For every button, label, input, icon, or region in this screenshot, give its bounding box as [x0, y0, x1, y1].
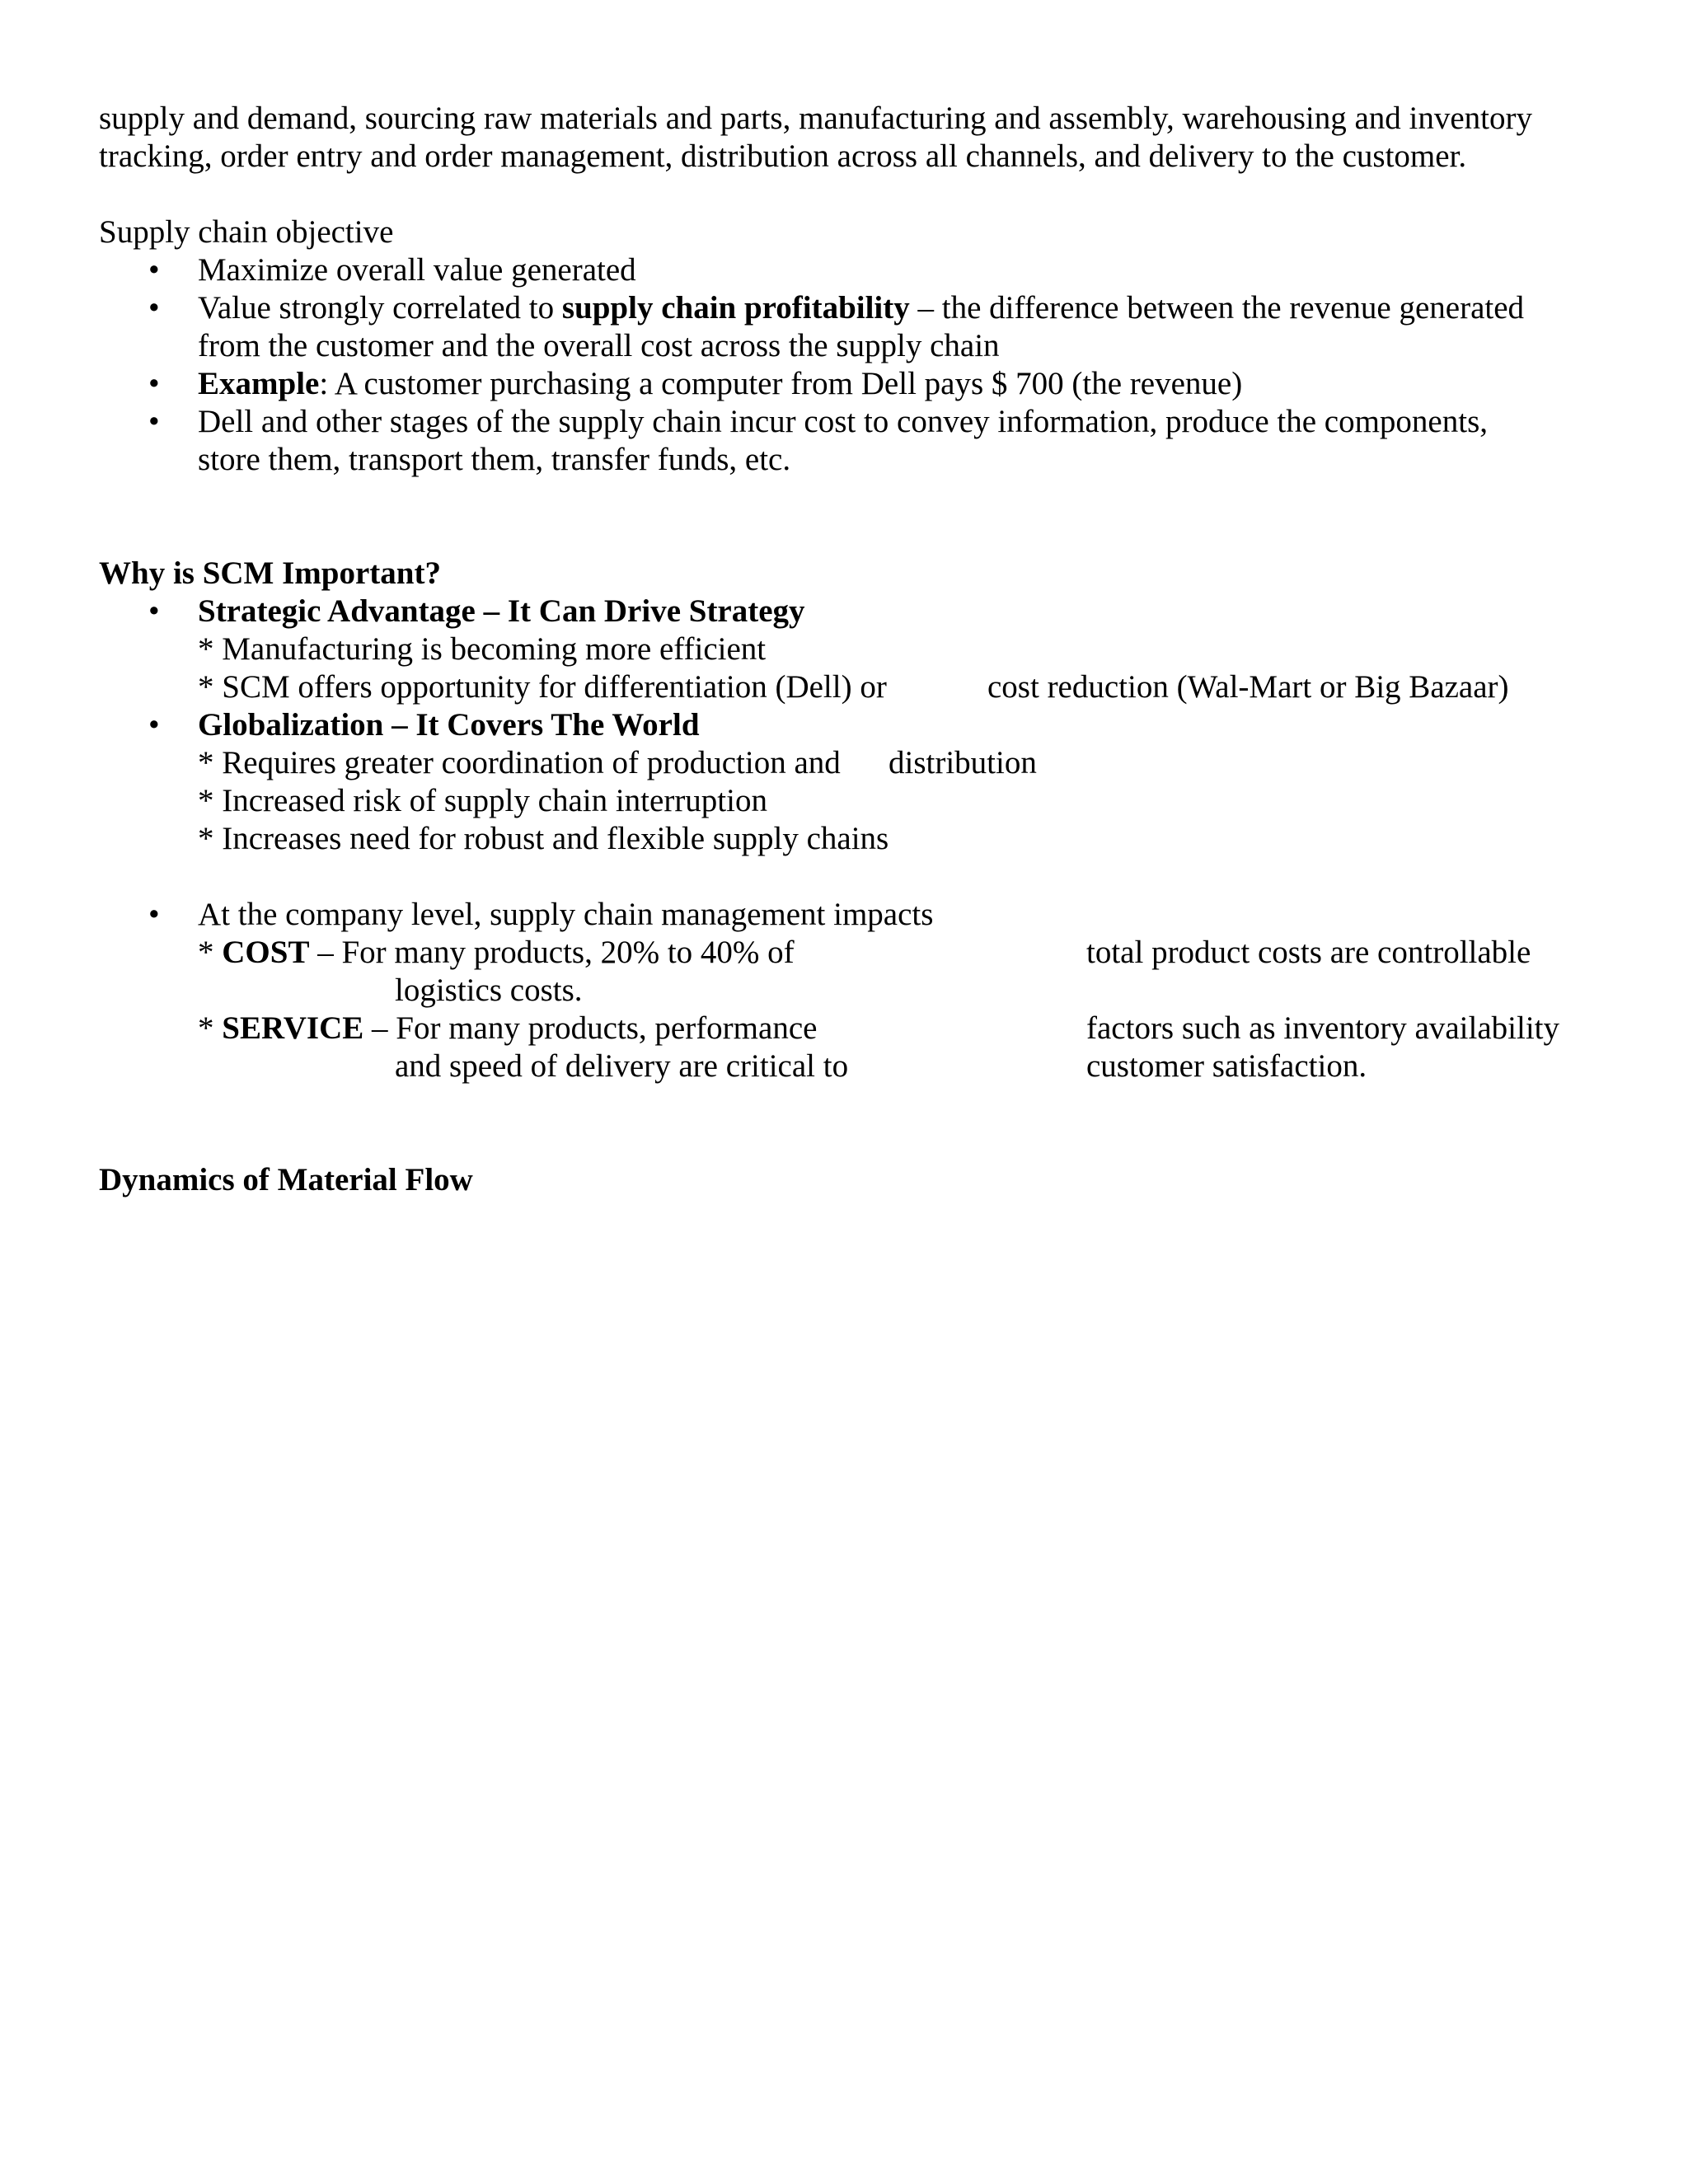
bullet-marker: •: [148, 290, 160, 326]
why-strategic-line-2b: cost reduction (Wal-Mart or Big Bazaar): [987, 669, 1509, 705]
objective-bullet-1: Maximize overall value generated: [198, 252, 636, 288]
objective-heading: Supply chain objective: [99, 214, 394, 250]
objective-bullet-4-line-2: store them, transport them, transfer funds, etc.: [198, 442, 791, 477]
why-service-text-b: factors such as inventory availability: [1086, 1010, 1559, 1046]
why-globalization-title: Globalization – It Covers The World: [198, 707, 700, 743]
why-service-text-c: and speed of delivery are critical to: [395, 1048, 849, 1084]
why-service-text-a: – For many products, performance: [363, 1010, 818, 1046]
why-service-line-1: [198, 1010, 817, 1047]
objective-bullet-2-pre: Value strongly correlated to: [198, 290, 562, 326]
objective-bullet-3: [198, 365, 1242, 403]
why-globalization-line-1a: * Requires greater coordination of production and: [198, 745, 841, 780]
why-company-title: At the company level, supply chain management impacts: [198, 897, 934, 932]
why-cost-text-a: – For many products, 20% to 40% of: [309, 935, 795, 970]
objective-bullet-2-post: – the difference between the revenue generated: [909, 290, 1525, 326]
why-globalization-line-2: * Increased risk of supply chain interruption: [198, 783, 767, 818]
dynamics-heading: Dynamics of Material Flow: [99, 1162, 473, 1197]
objective-bullet-4-line-1: Dell and other stages of the supply chain incur cost to convey information, produce the components,: [198, 404, 1489, 439]
why-cost-bold: COST: [222, 935, 310, 970]
objective-bullet-2-bold: supply chain profitability: [561, 290, 910, 326]
why-cost-line-1: [198, 934, 795, 972]
intro-line-1: supply and demand, sourcing raw materials and parts, manufacturing and assembly, warehousing and inventory: [99, 101, 1533, 136]
why-strategic-title: Strategic Advantage – It Can Drive Strategy: [198, 593, 805, 629]
objective-bullet-3-post: : A customer purchasing a computer from Dell pays $ 700 (the revenue): [319, 366, 1243, 401]
bullet-marker: •: [148, 593, 160, 629]
why-globalization-line-1b: distribution: [889, 745, 1037, 780]
bullet-marker: •: [148, 707, 160, 743]
intro-line-2: tracking, order entry and order management, distribution across all channels, and delivery to the customer.: [99, 138, 1467, 174]
why-cost-text-c: logistics costs.: [395, 972, 583, 1008]
why-service-star: *: [198, 1010, 223, 1046]
why-cost-star: *: [198, 935, 223, 970]
objective-bullet-2-line-2: from the customer and the overall cost across the supply chain: [198, 328, 1000, 363]
why-strategic-line-1: * Manufacturing is becoming more efficient: [198, 631, 767, 667]
bullet-marker: •: [148, 252, 160, 288]
bullet-marker: •: [148, 366, 160, 401]
why-cost-text-b: total product costs are controllable: [1086, 935, 1531, 970]
objective-bullet-3-bold: Example: [198, 366, 320, 401]
why-globalization-line-3: * Increases need for robust and flexible supply chains: [198, 821, 889, 856]
why-service-text-d: customer satisfaction.: [1086, 1048, 1367, 1084]
why-service-bold: SERVICE: [222, 1010, 364, 1046]
why-strategic-line-2a: * SCM offers opportunity for differentiation (Dell) or: [198, 669, 887, 705]
why-heading: Why is SCM Important?: [99, 555, 441, 591]
bullet-marker: •: [148, 897, 160, 932]
bullet-marker: •: [148, 404, 160, 439]
objective-bullet-2: [198, 289, 1524, 327]
